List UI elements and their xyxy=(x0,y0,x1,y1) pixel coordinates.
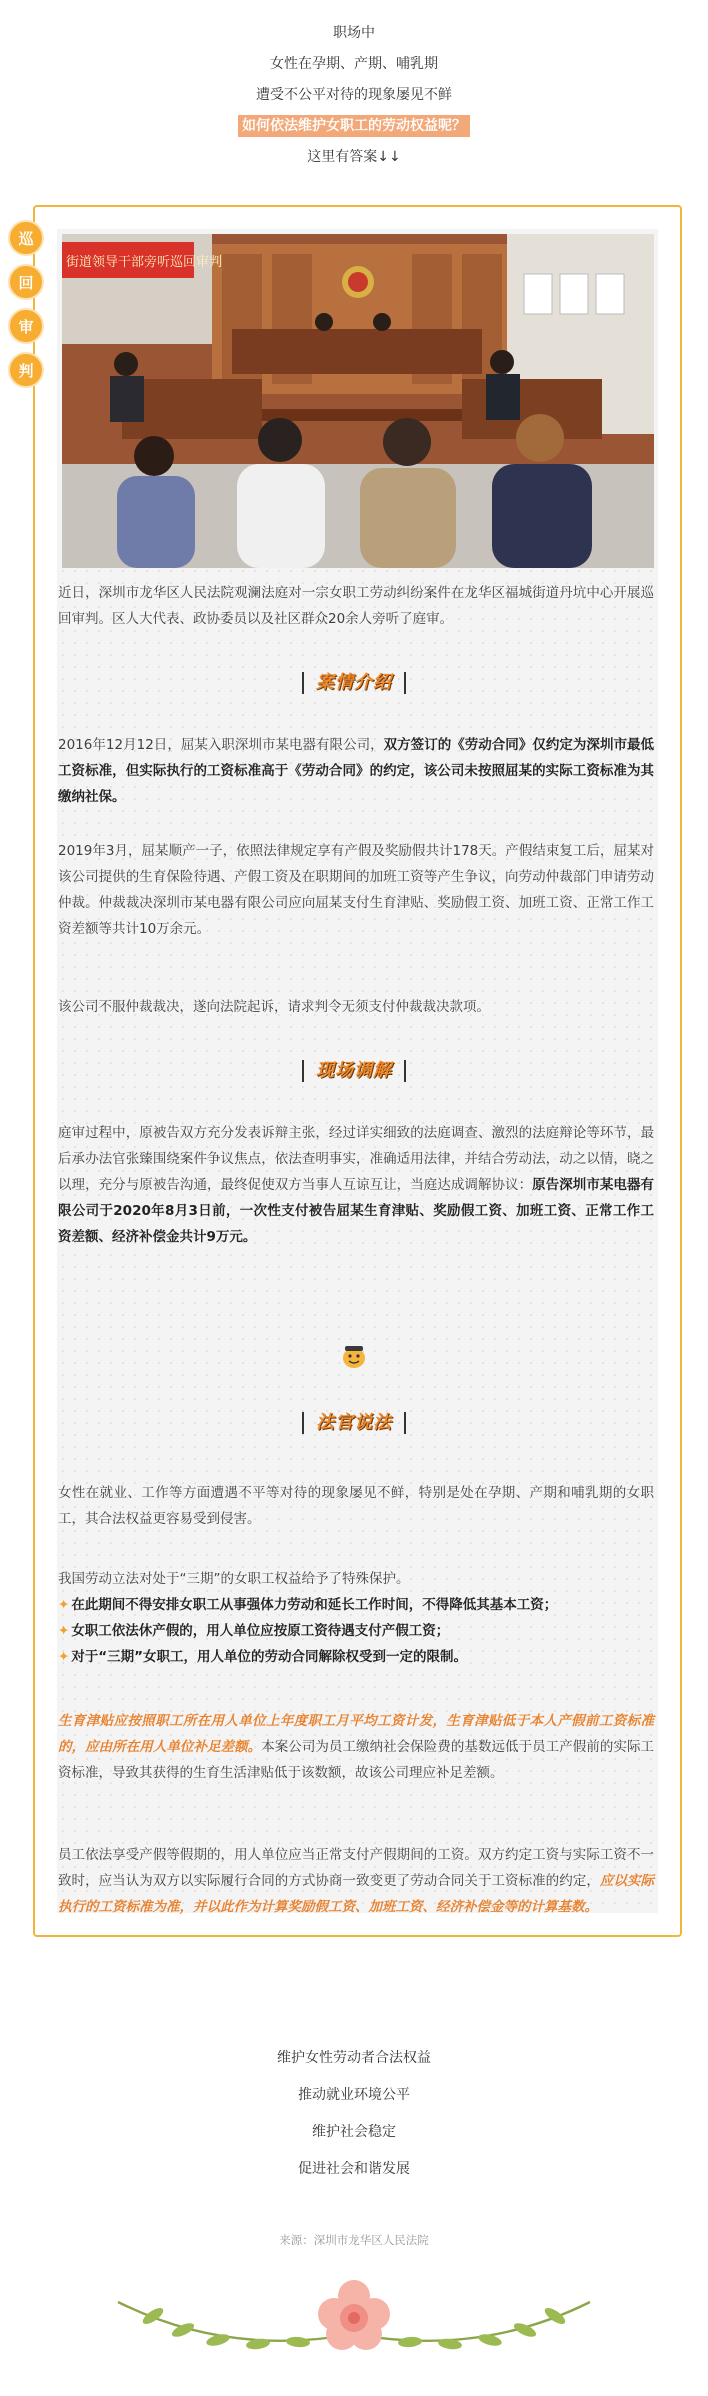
judge-text: 本案公司为员工缴纳社会保险费的基数远低于员工产假前的实际工资标准，导致其获得的生育生活津贴低于该数额，故该公司理应补足差额。 xyxy=(58,1739,655,1781)
judge-paragraph-2: 我国劳动立法对处于“三期”的女职工权益给予了特殊保护。 xyxy=(58,1571,410,1587)
section-title-text: 法官说法 xyxy=(302,1412,406,1434)
photo-banner-text: 街道领导干部旁听巡回审判 xyxy=(66,255,223,270)
list-item: ✦ 女职工依法休产假的，用人单位应按原工资待遇支付产假工资； xyxy=(58,1623,450,1639)
judge-paragraph-1: 女性在就业、工作等方面遭遇不平等对待的现象屡见不鲜，特别是处在孕期、产期和哺乳期的女职工，其合法权益更容易受到侵害。 xyxy=(58,1485,654,1527)
side-label-char: 判 xyxy=(8,352,44,388)
intro-line: 职场中 xyxy=(333,25,375,41)
case-paragraph-2: 2019年3月，屈某顺产一子，依照法律规定享有产假及奖励假共计178天。产假结束复工后，屈某对该公司提供的生育保险待遇、产假工资及在职期间的加班工资等产生争议，向劳动仲裁部门申请劳动仲裁。仲裁裁决深圳市某电器有限公司应向屈某支付生育津贴、奖励假工资、加班工资、正常工作工资差额等共计10万余元。 xyxy=(58,843,654,937)
judge-bullet-list xyxy=(58,1592,654,1670)
judge-paragraph-4 xyxy=(58,1842,654,1920)
courtroom-photo-illustration xyxy=(62,234,654,568)
list-item: ✦ 在此期间不得安排女职工从事强体力劳动和延长工作时间，不得降低其基本工资； xyxy=(58,1597,558,1613)
case-text: 2016年12月12日，屈某入职深圳市某电器有限公司， xyxy=(58,737,384,753)
intro-highlight: 如何依法维护女职工的劳动权益呢？ xyxy=(238,115,470,137)
case-paragraph-3: 该公司不服仲裁裁决，遂向法院起诉，请求判令无须支付仲裁裁决款项。 xyxy=(58,999,490,1015)
mediation-bold-text: 原告深圳市某电器有限公司于2020年8月3日前，一次性支付被告屈某生育津贴、奖励假工资、加班工资、正常工作工资差额、经济补偿金共计9万元。 xyxy=(58,1177,655,1245)
closing-slogans xyxy=(0,2040,708,2188)
mediation-text: 庭审过程中，原被告双方充分发表诉辩主张，经过详实细致的法庭调查、激烈的法庭辩论等环节，最后承办法官张臻围绕案件争议焦点，依法查明事实，准确适用法律，并结合劳动法，动之以情，晓之以理，充分与原被告沟通，最终促使双方当事人互谅互让，当庭达成调解协议： xyxy=(58,1125,654,1193)
slogan-line: 促进社会和谐发展 xyxy=(298,2161,410,2177)
slogan-line: 推动就业环境公平 xyxy=(298,2087,410,2103)
intro-line: 女性在孕期、产期、哺乳期 xyxy=(270,56,438,72)
orange-italic-text: 生育津贴应按照职工所在用人单位上年度职工月平均工资计发，生育津贴低于本人产假前工资标准的，应由所在用人单位补足差额。 xyxy=(58,1713,654,1755)
lead-paragraph: 近日，深圳市龙华区人民法院观澜法庭对一宗女职工劳动纠纷案件在龙华区福城街道丹坑中心开展巡回审判。区人大代表、政协委员以及社区群众20余人旁听了庭审。 xyxy=(58,585,654,627)
intro-block xyxy=(0,18,708,173)
case-bold-text: 双方签订的《劳动合同》仅约定为深圳市最低工资标准，但实际执行的工资标准高于《劳动合同》的约定，该公司未按照屈某的实际工资标准为其缴纳社保。 xyxy=(58,737,655,805)
intro-tail: 这里有答案↓↓ xyxy=(307,149,401,165)
character-icon xyxy=(340,1344,368,1374)
mediation-paragraph xyxy=(58,1120,654,1250)
section-title-judge xyxy=(0,1412,708,1434)
side-label-char: 巡 xyxy=(8,220,44,256)
floral-divider-icon xyxy=(98,2262,610,2366)
case-paragraph-1 xyxy=(58,732,654,810)
orange-italic-text: 应以实际执行的工资标准为准，并以此作为计算奖励假工资、加班工资、经济补偿金等的计算基数。 xyxy=(58,1873,654,1915)
courtroom-photo xyxy=(62,234,654,568)
slogan-line: 维护社会稳定 xyxy=(312,2124,396,2140)
judge-text: 员工依法享受产假等假期的，用人单位应当正常支付产假期间的工资。双方约定工资与实际工资不一致时，应当认为双方以实际履行合同的方式协商一致变更了劳动合同关于工资标准的约定， xyxy=(58,1847,654,1889)
source-credit: 来源：深圳市龙华区人民法院 xyxy=(279,2233,429,2247)
judge-paragraph-3 xyxy=(58,1708,654,1786)
section-title-text: 案情介绍 xyxy=(302,672,406,694)
side-label-circuit-trial xyxy=(8,220,44,396)
side-label-char: 回 xyxy=(8,264,44,300)
section-title-text: 现场调解 xyxy=(302,1060,406,1082)
section-title-mediation xyxy=(0,1060,708,1082)
side-label-char: 审 xyxy=(8,308,44,344)
list-item: ✦ 对于“三期”女职工，用人单位的劳动合同解除权受到一定的限制。 xyxy=(58,1649,468,1665)
slogan-line: 维护女性劳动者合法权益 xyxy=(277,2050,431,2066)
section-title-case xyxy=(0,672,708,694)
intro-line: 遭受不公平对待的现象屡见不鲜 xyxy=(256,87,452,103)
